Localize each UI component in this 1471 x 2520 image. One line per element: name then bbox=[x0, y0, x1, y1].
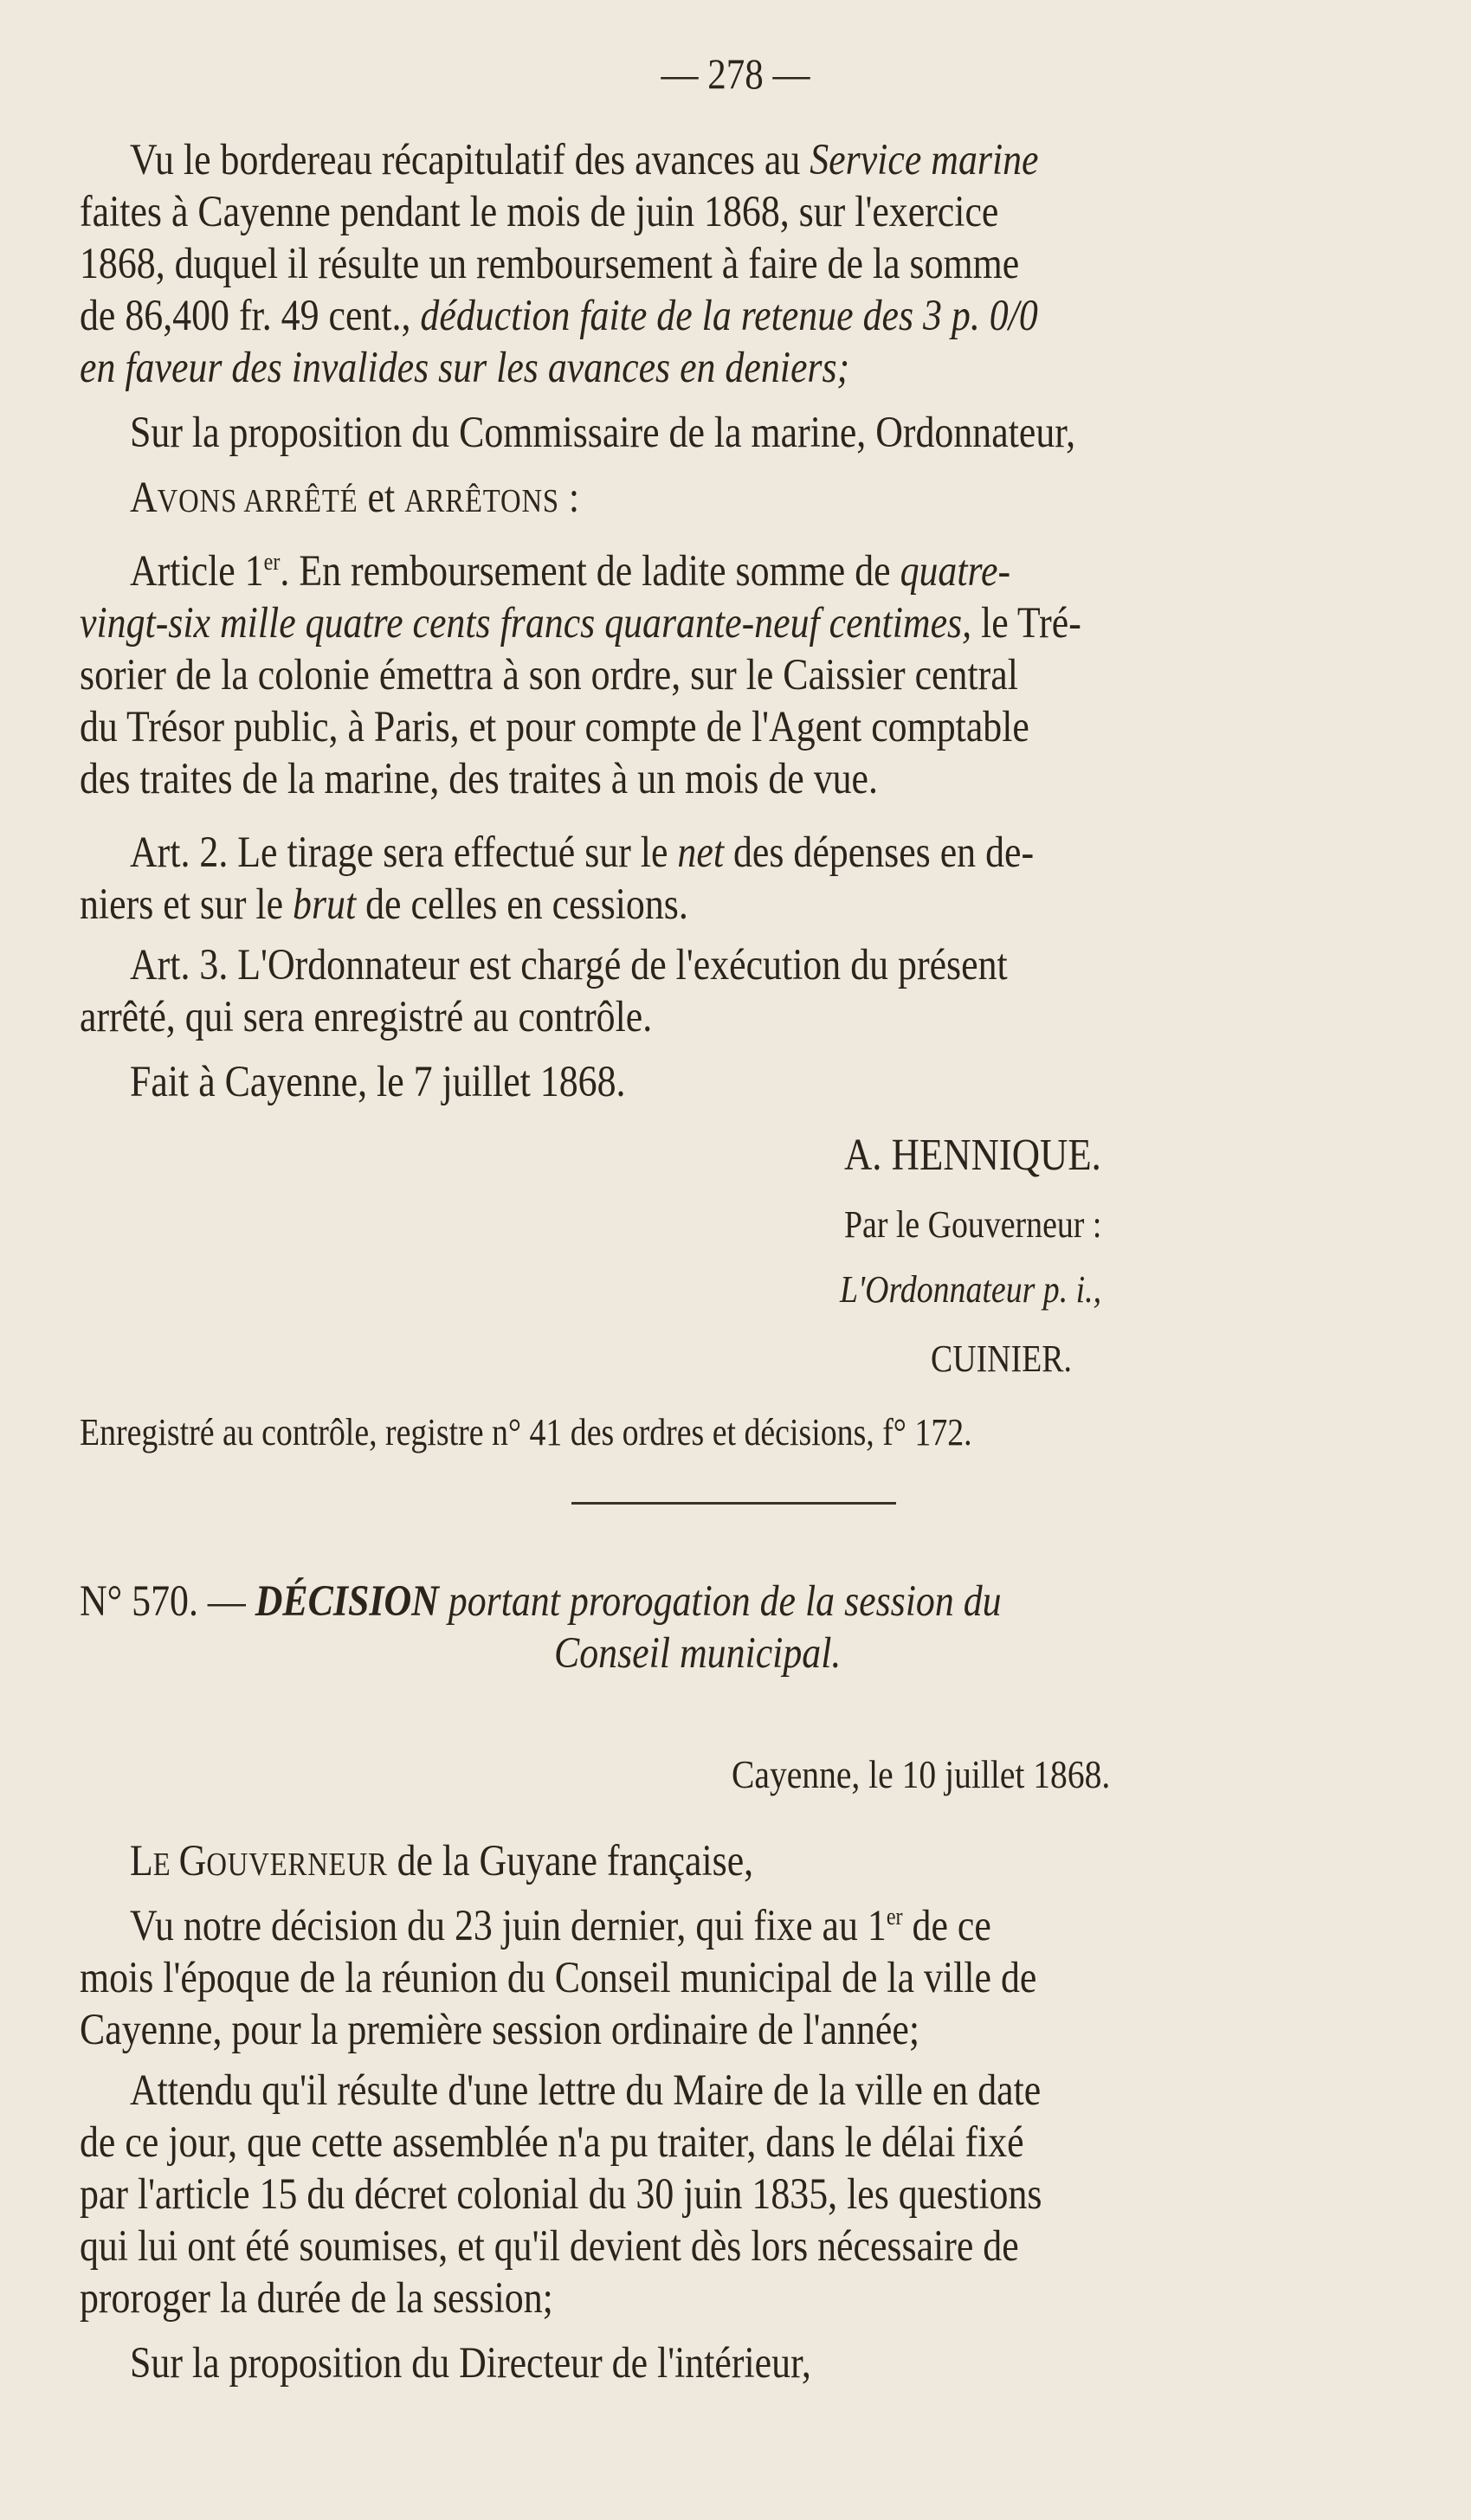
decision-title: N° 570. — DÉCISION portant prorogation de la session du bbox=[80, 1577, 1002, 1626]
text-line: de ce jour, que cette assemblée n'a pu traiter, dans le délai fixé bbox=[80, 2118, 1024, 2167]
ordonnateur: L'Ordonnateur p. i., bbox=[840, 1268, 1102, 1311]
text-line: arrêté, qui sera enregistré au contrôle. bbox=[80, 993, 653, 1041]
le-gouverneur: LE GOUVERNEUR de la Guyane française, bbox=[130, 1837, 754, 1885]
arrete-paragraph-2: Sur la proposition du Commissaire de la marine, Ordonnateur, bbox=[130, 409, 1076, 457]
text-line: vingt-six mille quatre cents francs quarante-neuf centimes, le Tré- bbox=[80, 599, 1081, 648]
page-number: — 278 — bbox=[661, 49, 810, 98]
text-line: niers et sur le brut de celles en cessions. bbox=[80, 880, 688, 929]
text-line: Article 1er. En remboursement de ladite somme de quatre- bbox=[130, 547, 1011, 596]
text-line: Cayenne, pour la première session ordinaire de l'année; bbox=[80, 2006, 920, 2054]
text-line: sorier de la colonie émettra à son ordre, sur le Caissier central bbox=[80, 651, 1018, 699]
text-line: Art. 2. Le tirage sera effectué sur le net des dépenses en de- bbox=[130, 828, 1035, 877]
decision-title-line2: Conseil municipal. bbox=[554, 1629, 842, 1678]
avons-arrete: AVONS ARRÊTÉ et ARRÊTONS : bbox=[130, 474, 580, 522]
text-line: Attendu qu'il résulte d'une lettre du Maire de la ville en date bbox=[130, 2066, 1042, 2115]
text-line: faites à Cayenne pendant le mois de juin 1868, sur l'exercice bbox=[80, 188, 999, 236]
text-line: Vu notre décision du 23 juin dernier, qui fixe au 1er de ce bbox=[130, 1902, 991, 1950]
text-line: Art. 3. L'Ordonnateur est chargé de l'exécution du présent bbox=[130, 941, 1008, 989]
text-line: du Trésor public, à Paris, et pour compte de l'Agent comptable bbox=[80, 703, 1029, 751]
signature-cuinier: CUINIER. bbox=[931, 1337, 1072, 1380]
fait-a-cayenne: Fait à Cayenne, le 7 juillet 1868. bbox=[130, 1058, 626, 1106]
text-line: qui lui ont été soumises, et qu'il devient dès lors nécessaire de bbox=[80, 2222, 1019, 2271]
text-line: des traites de la marine, des traites à un mois de vue. bbox=[80, 755, 878, 803]
text-line: en faveur des invalides sur les avances en deniers; bbox=[80, 344, 850, 392]
decision-date: Cayenne, le 10 juillet 1868. bbox=[732, 1752, 1111, 1796]
text-line: 1868, duquel il résulte un remboursement à faire de la somme bbox=[80, 240, 1020, 288]
text-line: mois l'époque de la réunion du Conseil municipal de la ville de bbox=[80, 1954, 1037, 2002]
par-le-gouverneur: Par le Gouverneur : bbox=[844, 1203, 1102, 1246]
enregistre-note: Enregistré au contrôle, registre n° 41 des ordres et décisions, f° 172. bbox=[80, 1411, 972, 1453]
text-line: par l'article 15 du décret colonial du 30 juin 1835, les questions bbox=[80, 2170, 1042, 2219]
section-divider bbox=[571, 1502, 896, 1505]
signature-hennique: A. HENNIQUE. bbox=[844, 1131, 1101, 1180]
sur-la-proposition: Sur la proposition du Directeur de l'intérieur, bbox=[130, 2339, 811, 2388]
text-line: de 86,400 fr. 49 cent., déduction faite de la retenue des 3 p. 0/0 bbox=[80, 292, 1038, 340]
text-line: proroger la durée de la session; bbox=[80, 2274, 553, 2323]
text-line: Vu le bordereau récapitulatif des avances au Service marine bbox=[130, 136, 1039, 184]
